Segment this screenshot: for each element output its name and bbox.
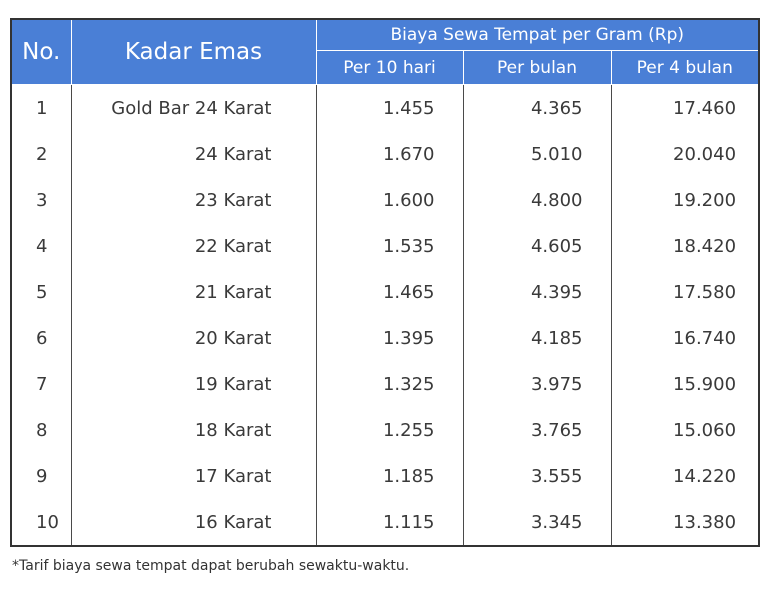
cell-no: 1 [11,85,71,132]
cell-per-4-bulan: 14.220 [611,453,759,499]
table-row [11,85,759,132]
cell-per-bulan: 5.010 [463,131,611,177]
table-row [11,177,759,223]
cell-per-4-bulan: 13.380 [611,499,759,546]
rental-fee-table [10,18,760,547]
cell-kadar-emas: 24 Karat [71,131,316,177]
cell-per-bulan: 4.395 [463,269,611,315]
cell-per-10-hari: 1.325 [316,361,463,407]
cell-per-10-hari: 1.670 [316,131,463,177]
cell-no: 2 [11,131,71,177]
cell-no: 9 [11,453,71,499]
table-row [11,499,759,546]
cell-per-4-bulan: 15.900 [611,361,759,407]
table-row [11,131,759,177]
header-biaya-sewa-group: Biaya Sewa Tempat per Gram (Rp) [316,19,759,51]
cell-per-10-hari: 1.255 [316,407,463,453]
cell-no: 7 [11,361,71,407]
cell-per-4-bulan: 15.060 [611,407,759,453]
cell-per-10-hari: 1.535 [316,223,463,269]
cell-per-bulan: 4.605 [463,223,611,269]
cell-per-bulan: 3.555 [463,453,611,499]
cell-kadar-emas: 17 Karat [71,453,316,499]
cell-no: 4 [11,223,71,269]
header-per-10-hari: Per 10 hari [316,51,463,85]
header-per-bulan: Per bulan [463,51,611,85]
cell-per-10-hari: 1.455 [316,85,463,132]
cell-per-bulan: 4.365 [463,85,611,132]
cell-per-10-hari: 1.465 [316,269,463,315]
table-header [11,19,759,85]
cell-kadar-emas: 18 Karat [71,407,316,453]
header-row-top [11,19,759,51]
cell-per-10-hari: 1.600 [316,177,463,223]
cell-no: 5 [11,269,71,315]
table-row [11,223,759,269]
cell-per-4-bulan: 17.580 [611,269,759,315]
table-row [11,453,759,499]
footnote: *Tarif biaya sewa tempat dapat berubah sewaktu-waktu. [12,558,410,574]
cell-per-4-bulan: 20.040 [611,131,759,177]
cell-kadar-emas: 21 Karat [71,269,316,315]
cell-per-4-bulan: 19.200 [611,177,759,223]
cell-per-bulan: 4.800 [463,177,611,223]
table-row [11,315,759,361]
table-row [11,361,759,407]
cell-kadar-emas: 19 Karat [71,361,316,407]
cell-no: 8 [11,407,71,453]
header-no: No. [11,19,71,85]
cell-kadar-emas: Gold Bar 24 Karat [71,85,316,132]
cell-no: 10 [11,499,71,546]
cell-no: 3 [11,177,71,223]
table-body [11,85,759,547]
cell-per-4-bulan: 18.420 [611,223,759,269]
cell-per-4-bulan: 16.740 [611,315,759,361]
cell-kadar-emas: 23 Karat [71,177,316,223]
cell-per-10-hari: 1.185 [316,453,463,499]
cell-per-bulan: 4.185 [463,315,611,361]
header-per-4-bulan: Per 4 bulan [611,51,759,85]
table-row [11,407,759,453]
cell-per-10-hari: 1.115 [316,499,463,546]
cell-kadar-emas: 20 Karat [71,315,316,361]
cell-per-bulan: 3.975 [463,361,611,407]
cell-kadar-emas: 22 Karat [71,223,316,269]
cell-per-10-hari: 1.395 [316,315,463,361]
header-kadar-emas: Kadar Emas [71,19,316,85]
table-row [11,269,759,315]
cell-kadar-emas: 16 Karat [71,499,316,546]
cell-per-bulan: 3.345 [463,499,611,546]
cell-no: 6 [11,315,71,361]
rental-fee-table-container [10,18,758,547]
cell-per-bulan: 3.765 [463,407,611,453]
cell-per-4-bulan: 17.460 [611,85,759,132]
